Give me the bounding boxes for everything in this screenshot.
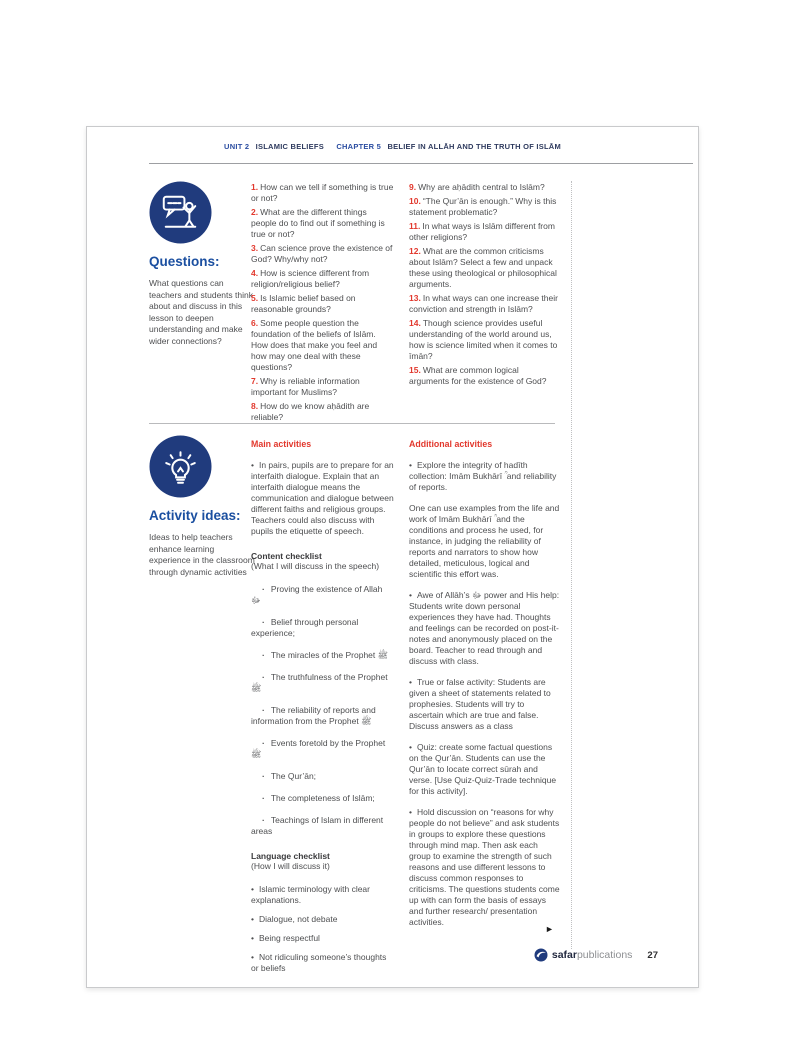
question-text: In what ways can one increase their conviction and strength in Islām?: [409, 293, 558, 314]
chapter-title: BELIEF IN ALLĀH AND THE TRUTH OF ISLĀM: [387, 142, 561, 151]
activities-heading: Activity ideas:: [149, 508, 241, 523]
question-number: 5.: [251, 293, 259, 303]
question-text: How do we know aḥādith are reliable?: [251, 401, 370, 422]
additional-activities-heading: Additional activities: [409, 439, 493, 449]
main-activities-intro: • In pairs, pupils are to prepare for an interfaith dialogue. Explain that an interfaith dialogue means the communication and dialogue between different faiths and religious groups. Teachers could also discuss with pupils the etiquette of speech.: [251, 460, 394, 537]
question-item: [251, 268, 394, 290]
question-speech-bubble-icon: [149, 181, 212, 244]
question-item: [251, 243, 394, 265]
additional-activity-paragraph: One can use examples from the life and work of Imām Bukhārī ؒ and the conditions and process he used, for instance, in judging the reliability of reports and narrators to show how detailed, meticulous, logical and scientific this effort was.: [409, 503, 560, 579]
question-number: 9.: [409, 182, 417, 192]
question-item: [409, 221, 561, 243]
checklist-item: · Belief through personal experience;: [251, 617, 394, 639]
unit-title: ISLAMIC BELIEFS: [255, 142, 324, 151]
chapter-label: CHAPTER 5: [336, 142, 382, 151]
checklist-item: · The truthfulness of the Prophet ﷺ: [251, 672, 394, 694]
question-text: Though science provides useful understanding of the world around us, how is science limited when it comes to īmān?: [409, 318, 558, 361]
question-text: Some people question the foundation of the beliefs of Islām. How does that make you feel and how may one deal with these questions?: [251, 318, 378, 372]
question-item: [409, 246, 561, 290]
question-item: [409, 318, 561, 362]
question-number: 3.: [251, 243, 259, 253]
question-text: Is Islamic belief based on reasonable grounds?: [251, 293, 356, 314]
question-text: What are the different things people do to find out if something is true or not?: [251, 207, 385, 239]
language-checklist-item: • Being respectful: [251, 933, 394, 944]
question-item: [251, 401, 394, 423]
question-text: Why are aḥādith central to Islām?: [418, 182, 545, 192]
question-number: 1.: [251, 182, 259, 192]
page: [86, 126, 699, 988]
question-text: Why is reliable information important for Muslims?: [251, 376, 360, 397]
question-number: 12.: [409, 246, 421, 256]
additional-activity-item: • Hold discussion on “reasons for why people do not believe” and ask students in groups to explore these questions through mind map. Then ask each group to examine the strength of such reasons and use different lessons to discuss common responses to criticisms. The questions students come up with can form the basis of essays and further research/ presentation activities.: [409, 807, 561, 928]
additional-activity-item: • Awe of Allāh’s ﷻ power and His help: Students write down personal experiences they have had. Thoughts and feelings can be recorded on post-it-notes and anonymously placed on the board. Teacher to read through and discuss with class.: [409, 590, 561, 667]
content-checklist-note: (What I will discuss in the speech): [251, 561, 380, 571]
question-text: In what ways is Islām different from other religions?: [409, 221, 555, 242]
questions-description: What questions can teachers and students think about and discuss in this lesson to deepen understanding and make wider connections?: [149, 278, 253, 346]
checklist-item: · The reliability of reports and information from the Prophet ﷺ: [251, 705, 394, 727]
question-number: 13.: [409, 293, 421, 303]
checklist-item: · Proving the existence of Allah ﷻ: [251, 584, 394, 606]
question-item: [409, 196, 561, 218]
language-checklist-item: • Not ridiculing someone’s thoughts or beliefs: [251, 952, 394, 974]
footer-logo-light: publications: [576, 949, 633, 961]
question-text: What are common logical arguments for the existence of God?: [409, 365, 547, 386]
language-checklist-title: Language checklist: [251, 851, 330, 861]
question-number: 4.: [251, 268, 259, 278]
question-item: [251, 318, 394, 373]
question-number: 14.: [409, 318, 421, 328]
question-item: [251, 182, 394, 204]
question-item: [251, 376, 394, 398]
language-checklist-item: • Islamic terminology with clear explanations.: [251, 884, 394, 906]
question-item: [409, 182, 561, 193]
checklist-item: · The miracles of the Prophet ﷺ: [251, 650, 394, 661]
questions-rail: [149, 181, 255, 347]
question-number: 6.: [251, 318, 259, 328]
question-item: [251, 207, 394, 240]
question-text: How can we tell if something is true or not?: [251, 182, 394, 203]
additional-activity-item: • Quiz: create some factual questions on the Qur’ān. Students can use the Qur’ān to locate correct sūrah and verse. [Use Quiz-Quiz-Trade technique for this activity].: [409, 742, 561, 797]
question-item: [409, 293, 561, 315]
question-item: [251, 293, 394, 315]
unit-label: UNIT 2: [224, 142, 250, 151]
question-text: “The Qur’ān is enough.” Why is this statement problematic?: [409, 196, 557, 217]
safar-logo-icon: [534, 948, 548, 962]
checklist-item: · The Qur’ān;: [251, 771, 394, 782]
questions-column-left: [251, 182, 394, 426]
main-activities-heading: Main activities: [251, 439, 312, 449]
dotted-margin-rule: [571, 181, 572, 949]
section-divider: [149, 423, 555, 424]
activities-description: Ideas to help teachers enhance learning experience in the classroom through dynamic activities: [149, 532, 255, 577]
header-rule: [149, 163, 693, 164]
language-checklist-note: (How I will discuss it): [251, 861, 330, 871]
question-text: Can science prove the existence of God? Why/why not?: [251, 243, 393, 264]
question-text: What are the common criticisms about Islām? Select a few and unpack these using theological or philosophical arguments.: [409, 246, 557, 289]
next-page-arrow-icon: ►: [545, 924, 554, 934]
lightbulb-icon: [149, 435, 212, 498]
question-number: 10.: [409, 196, 421, 206]
checklist-item: · Events foretold by the Prophet ﷺ: [251, 738, 394, 760]
page-number: 27: [647, 949, 658, 961]
additional-activities-column: [409, 439, 561, 936]
additional-activity-item: • Explore the integrity of hadīth collection: Imām Bukhārī ؒ and reliability of reports.: [409, 460, 561, 493]
footer-logo-bold: safar: [551, 949, 577, 961]
question-number: 15.: [409, 365, 421, 375]
question-number: 7.: [251, 376, 259, 386]
language-checklist-item: • Dialogue, not debate: [251, 914, 394, 925]
content-checklist-title: Content checklist: [251, 551, 322, 561]
checklist-item: · The completeness of Islām;: [251, 793, 394, 804]
page-header: [87, 142, 698, 151]
page-footer: [87, 948, 658, 962]
additional-activity-item: • True or false activity: Students are given a sheet of statements related to prophesies. Students will try to ascertain which are true and false. Discuss answers as a class: [409, 677, 561, 732]
question-number: 2.: [251, 207, 259, 217]
question-text: How is science different from religion/religious belief?: [251, 268, 370, 289]
main-activities-column: [251, 439, 394, 982]
activities-rail: [149, 435, 255, 578]
questions-column-right: [409, 182, 561, 390]
question-number: 11.: [409, 221, 421, 231]
questions-heading: Questions:: [149, 254, 220, 269]
question-item: [409, 365, 561, 387]
question-number: 8.: [251, 401, 259, 411]
checklist-item: · Teachings of Islam in different areas: [251, 815, 394, 837]
